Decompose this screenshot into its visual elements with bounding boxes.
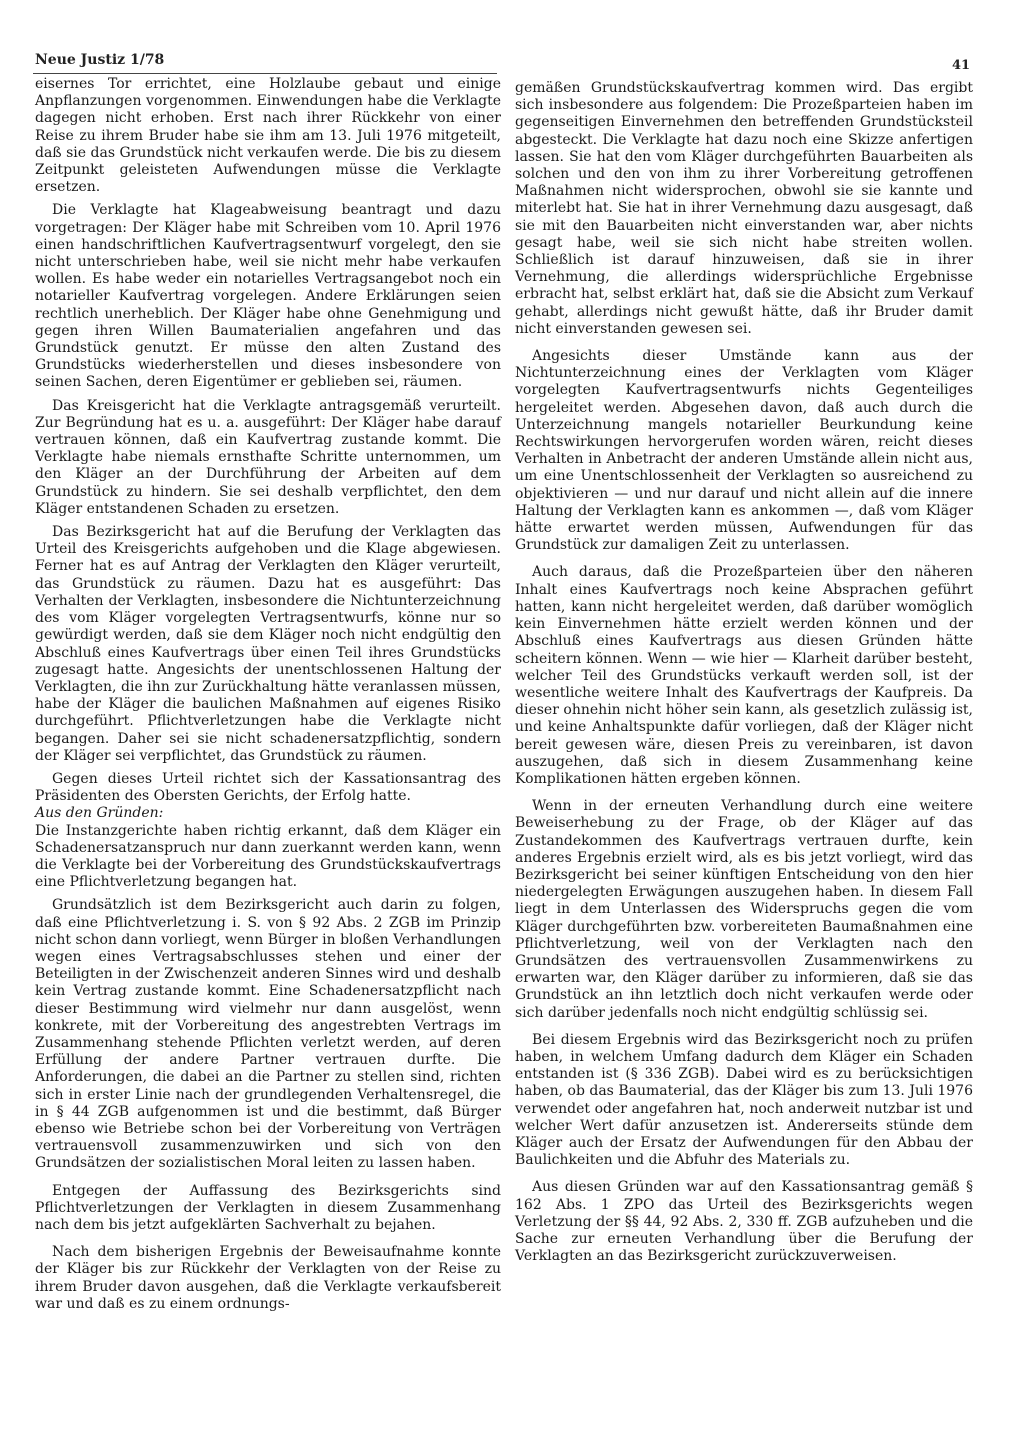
section-heading: Aus den Gründen: [35, 805, 164, 822]
page-number: 41 [952, 58, 971, 73]
paragraph: Das Bezirksgericht hat auf die Berufung der Verklagten das Urteil des Kreisgerichts aufgehoben und die Klage abgewiesen. Ferner hat es auf Antrag der Verklagten den Kläger verurteilt, das Grundstück zu räumen. Dazu hat es ausgeführt: Das Verhalten der Verklagten, insbesondere die Nichtunterzeichnung des vom Kläger vorgelegten Vertragsentwurfs, könne nur so gewürdigt werden, daß sie dem Kläger noch nicht endgültig den Abschluß eines Kaufvertrags über einen Teil ihres Grundstücks zugesagt hatte. Angesichts der unentschlossenen Haltung der Verklagten, die ihn zur Zurückhaltung hätte veranlassen müssen, habe der Kläger die baulichen Maßnahmen auf eigenes Risiko durchgeführt. Pflichtverletzungen habe die Verklagte nicht begangen. Daher sei sie nicht schadenersatzpflichtig, sondern der Kläger sei verpflichtet, das Grundstück zu räumen. [35, 524, 501, 764]
paragraph: Das Kreisgericht hat die Verklagte antragsgemäß verurteilt. Zur Begründung hat es u. a. ausgeführt: Der Kläger habe darauf vertrauen können, daß ein Kaufvertrag zustande kommt. Die Verklagte habe niemals ernsthafte Schritte unternommen, um den Kläger an der Durchführung der Arbeiten auf dem Grundstück zu hindern. Sie sei deshalb verpflichtet, den dem Kläger entstandenen Schaden zu ersetzen. [35, 397, 501, 517]
paragraph: Nach dem bisherigen Ergebnis der Beweisaufnahme konnte der Kläger bis zur Rückkehr der Verklagten von der Reise zu ihrem Bruder davon ausgehen, daß die Verklagte verkaufsbereit war und daß es zu einem ordnungs- [35, 1244, 501, 1312]
paragraph: Bei diesem Ergebnis wird das Bezirksgericht noch zu prüfen haben, in welchem Umfang dadurch dem Kläger ein Schaden entstanden ist (§ 336 ZGB). Dabei wird es zu berücksichtigen haben, ob das Baumaterial, das der Kläger bis zum 13. Juli 1976 verwendet oder angefahren hat, noch anderweit nutzbar ist und welcher Wert dafür anzusetzen ist. Andererseits stünde dem Kläger auch der Ersatz der Aufwendungen für den Abbau der Baulichkeiten und die Abfuhr des Materials zu. [515, 1031, 973, 1169]
paragraph: Auch daraus, daß die Prozeßparteien über den näheren Inhalt eines Kaufvertrags noch keine Absprachen geführt hatten, kann nicht hergeleitet werden, daß darüber womöglich kein Einvernehmen hätte erzielt werden können und der Abschluß eines Kaufvertrags aus diesen Gründen hätte scheitern können. Wenn — wie hier — Klarheit darüber besteht, welcher Teil des Grundstücks verkauft werden soll, ist der wesentliche weitere Inhalt des Kaufvertrags der Kaufpreis. Da dieser ohnehin nicht höher sein kann, als gesetzlich zulässig ist, und keine Anhaltspunkte dafür vorliegen, daß der Kläger nicht bereit gewesen wäre, diesen Preis zu vereinbaren, ist davon auszugehen, daß sich in diesem Zusammenhang keine Komplikationen hätten ergeben können. [515, 564, 973, 787]
paragraph: eisernes Tor errichtet, eine Holzlaube gebaut und einige Anpflanzungen vorgenommen. Einwendungen habe die Verklagte dagegen nicht erhoben. Erst nach ihrer Rückkehr von einer Reise zu ihrem Bruder habe sie ihm am 13. Juli 1976 mitgeteilt, daß sie das Grundstück nicht verkaufen werde. Die bis zu diesem Zeitpunkt geleisteten Aufwendungen müsse die Verklagte ersetzen. [35, 76, 501, 196]
paragraph: Grundsätzlich ist dem Bezirksgericht auch darin zu folgen, daß eine Pflichtverletzung i. S. von § 92 Abs. 2 ZGB im Prinzip nicht schon dann vorliegt, wenn Bürger in bloßen Verhandlungen wegen eines Vertragsabschlusses stehen und einer der Beteiligten in der Zwischenzeit anderen Sinnes wird und deshalb kein Vertrag zustande kommt. Eine Schadenersatzpflicht nach dieser Bestimmung wird vielmehr nur dann ausgelöst, wenn konkrete, mit der Vorbereitung des angestrebten Vertrags im Zusammenhang stehende Pflichten verletzt werden, auf deren Erfüllung der andere Partner vertrauen durfte. Die Anforderungen, die dabei an die Partner zu stellen sind, richten sich in erster Linie nach der grundlegenden Verhaltensregel, die in § 44 ZGB aufgenommen ist und die bestimmt, daß Bürger ebenso wie Betriebe schon bei der Vorbereitung von Verträgen vertrauensvoll zusammenzuwirken und sich von den Grundsätzen der sozialistischen Moral leiten zu lassen haben. [35, 897, 501, 1172]
paragraph: Entgegen der Auffassung des Bezirksgerichts sind Pflichtverletzungen der Verklagten in diesem Zusammenhang nach dem bis jetzt aufgeklärten Sachverhalt zu bejahen. [35, 1182, 501, 1233]
paragraph: Gegen dieses Urteil richtet sich der Kassationsantrag des Präsidenten des Obersten Gerichts, der Erfolg hatte. [35, 770, 501, 805]
paragraph: gemäßen Grundstückskaufvertrag kommen wird. Das ergibt sich insbesondere aus folgendem: Die Prozeßparteien haben im gegenseitigen Einvernehmen den betreffenden Grundstücksteil abgesteckt. Die Verklagte hat dazu noch eine Skizze anfertigen lassen. Sie hat den vom Kläger durchgeführten Bauarbeiten als solchen und den von ihm zu ihrer Vorbereitung getroffenen Maßnahmen nicht widersprochen, obwohl sie sie kannte und miterlebt hat. Sie hat in ihrer Vernehmung dazu ausgesagt, daß sie mit den Bauarbeiten nicht einverstanden war, aber nichts gesagt habe, weil sie sich nicht habe streiten wollen. Schließlich ist darauf hinzuweisen, daß sie in ihrer Vernehmung, die allerdings widersprüchliche Ergebnisse erbracht hat, selbst erklärt hat, daß sie die Absicht zum Verkauf gehabt, allerdings nicht gewußt hätte, daß ihr Bruder damit nicht einverstanden gewesen sei. [515, 80, 973, 337]
journal-title: Neue Justiz 1/78 [35, 52, 165, 68]
paragraph: Die Instanzgerichte haben richtig erkannt, daß dem Kläger ein Schadenersatzanspruch nur dann zuerkannt werden kann, wenn die Verklagte bei der Vorbereitung des Grundstückskaufvertrags eine Pflichtverletzung begangen hat. [35, 822, 501, 891]
header-rule [33, 73, 497, 74]
paragraph: Wenn in der erneuten Verhandlung durch eine weitere Beweiserhebung zu der Frage, ob der Kläger auf das Zustandekommen des Kaufvertrags vertrauen durfte, kein anderes Ergebnis erzielt wird, als es bis jetzt vorliegt, wird das Bezirksgericht bei seiner künftigen Entscheidung von den hier niedergelegten Erwägungen auszugehen haben. In diesem Fall liegt in dem Unterlassen des Widerspruchs gegen die vom Kläger durchgeführten bzw. vorbereiteten Baumaßnahmen eine Pflichtverletzung, weil von der Verklagten nach den Grundsätzen des vertrauensvollen Zusammenwirkens zu erwarten war, den Kläger darüber zu informieren, daß sie das Grundstück an ihn letztlich doch nicht verkaufen werde oder sich darüber jedenfalls noch nicht endgültig schlüssig sei. [515, 798, 973, 1021]
left-column [35, 76, 501, 1313]
right-column [515, 80, 973, 1265]
paragraph: Angesichts dieser Umstände kann aus der Nichtunterzeichnung eines der Verklagten vom Kläger vorgelegten Kaufvertragsentwurfs nichts Gegenteiliges hergeleitet werden. Abgesehen davon, daß auch durch die Unterzeichnung mangels notarieller Beurkundung keine Rechtswirkungen hervorgerufen worden wären, reicht dieses Verhalten in Anbetracht der anderen Umstände allein nicht aus, um eine Unentschlossenheit der Verklagten so ausreichend zu objektivieren — und nur darauf und nicht allein auf die innere Haltung der Verklagten kann es ankommen —, daß vom Kläger hätte erwartet werden müssen, Aufwendungen für das Grundstück zur damaligen Zeit zu unterlassen. [515, 348, 973, 554]
paragraph: Die Verklagte hat Klageabweisung beantragt und dazu vorgetragen: Der Kläger habe mit Schreiben vom 10. April 1976 einen handschriftlichen Kaufvertragsentwurf vorgelegt, den sie nicht unterschrieben habe, weil sie nicht mehr habe verkaufen wollen. Es habe weder ein notarielles Vertragsangebot noch ein notarieller Kaufvertrag vorgelegen. Andere Erklärungen seien rechtlich unerheblich. Der Kläger habe ohne Genehmigung und gegen ihren Willen Baumaterialien angefahren und das Grundstück genutzt. Er müsse den alten Zustand des Grundstücks wiederherstellen und dieses insbesondere von seinen Sachen, deren Eigentümer er geblieben sei, räumen. [35, 202, 501, 391]
paragraph: Aus diesen Gründen war auf den Kassationsantrag gemäß § 162 Abs. 1 ZPO das Urteil des Bezirksgerichts wegen Verletzung der §§ 44, 92 Abs. 2, 330 ff. ZGB aufzuheben und die Sache zur erneuten Verhandlung über die Berufung der Verklagten an das Bezirksgericht zurückzuverweisen. [515, 1179, 973, 1265]
